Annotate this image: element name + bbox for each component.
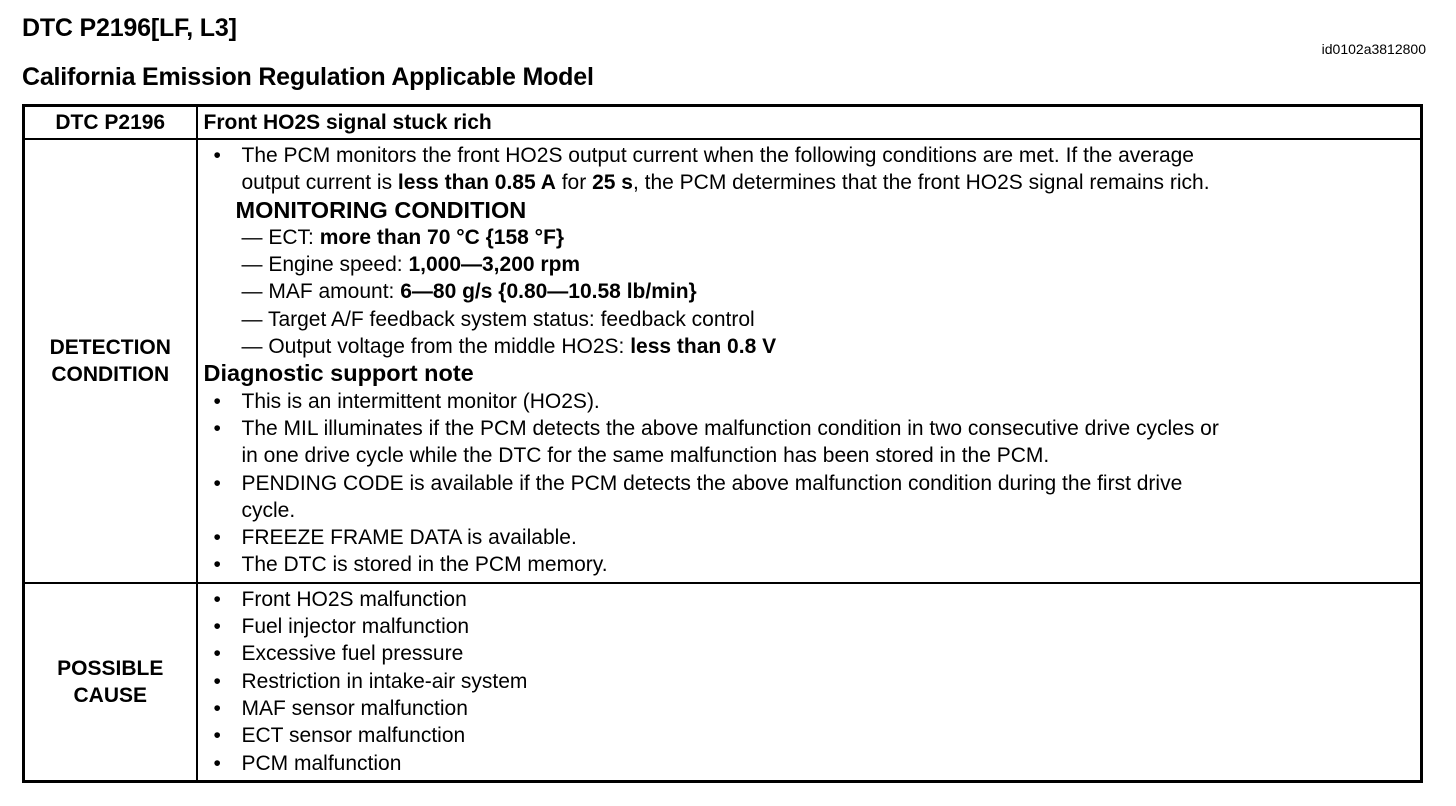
- condition-prefix: — Target A/F feedback system status: feedback control: [241, 307, 755, 331]
- support-note: [204, 388, 1415, 415]
- detection-condition-row: [24, 139, 1422, 583]
- monitoring-condition-heading: MONITORING CONDITION: [235, 196, 527, 223]
- detection-intro: [204, 142, 1415, 197]
- condition-item: [204, 224, 1415, 251]
- cause-item: • Restriction in intake-air system: [204, 668, 1415, 695]
- condition-prefix: — Engine speed:: [241, 253, 409, 277]
- condition-prefix: — MAF amount:: [241, 280, 401, 304]
- possible-cause-content: [197, 583, 1422, 782]
- note-line2: in one drive cycle while the DTC for the same malfunction has been stored in the PCM.: [241, 444, 1050, 468]
- cause-item: • Fuel injector malfunction: [204, 613, 1415, 640]
- possible-cause-row: [24, 583, 1422, 782]
- condition-value: less than 0.8 V: [630, 335, 777, 359]
- detection-label-line2: CONDITION: [51, 362, 170, 386]
- table-header-row: [24, 106, 1422, 140]
- condition-value: 1,000—3,200 rpm: [408, 253, 581, 277]
- document-title: DTC P2196[LF, L3]: [22, 14, 237, 42]
- intro-line2-prefix: output current is: [241, 171, 398, 195]
- condition-value: 6—80 g/s {0.80—10.58 lb/min}: [400, 280, 697, 304]
- cause-item: • PCM malfunction: [204, 750, 1415, 777]
- condition-prefix: — ECT:: [241, 225, 320, 249]
- intro-line2-suffix: , the PCM determines that the front HO2S signal remains rich.: [632, 171, 1210, 195]
- intro-line2-bold2: 25 s: [592, 171, 633, 195]
- dtc-description-cell: Front HO2S signal stuck rich: [197, 106, 1422, 140]
- detection-condition-content: [197, 139, 1422, 583]
- cause-item: • ECT sensor malfunction: [204, 722, 1415, 749]
- intro-line2-mid: for: [555, 171, 593, 195]
- note-line2: cycle.: [241, 498, 296, 522]
- intro-line2-bold1: less than 0.85 A: [397, 171, 556, 195]
- condition-item: [204, 251, 1415, 278]
- note-line1: • PENDING CODE is available if the PCM detects the above malfunction condition during the first drive: [241, 471, 1183, 495]
- cause-item: • Excessive fuel pressure: [204, 640, 1415, 667]
- note-line1: • This is an intermittent monitor (HO2S).: [241, 389, 600, 413]
- condition-item: [204, 333, 1415, 360]
- cause-item: • MAF sensor malfunction: [204, 695, 1415, 722]
- document-subtitle: California Emission Regulation Applicable Model: [22, 63, 594, 91]
- dtc-code-cell: DTC P2196: [24, 106, 197, 140]
- condition-item: [204, 278, 1415, 305]
- dtc-table: [22, 104, 1423, 783]
- intro-line1: • The PCM monitors the front HO2S output current when the following conditions are met. If the average: [241, 144, 1194, 167]
- detection-condition-label: [24, 139, 197, 583]
- support-note: [204, 524, 1415, 551]
- condition-item: [204, 306, 1415, 333]
- condition-prefix: — Output voltage from the middle HO2S:: [241, 335, 631, 359]
- note-line1: • FREEZE FRAME DATA is available.: [241, 526, 577, 550]
- intro-line2: [242, 169, 1415, 196]
- note-line1: • The DTC is stored in the PCM memory.: [241, 553, 608, 577]
- possible-cause-label-line1: POSSIBLE: [57, 656, 164, 680]
- possible-cause-label-line2: CAUSE: [73, 683, 147, 707]
- cause-item: • Front HO2S malfunction: [204, 586, 1415, 613]
- diagnostic-support-heading: Diagnostic support note: [203, 360, 474, 387]
- support-note: [204, 470, 1415, 525]
- support-note: [204, 415, 1415, 470]
- detection-label-line1: DETECTION: [49, 335, 171, 359]
- note-line1: • The MIL illuminates if the PCM detects the above malfunction condition in two consecutive drive cycles or: [241, 416, 1219, 440]
- support-note: [204, 551, 1415, 578]
- condition-value: more than 70 °C {158 °F}: [319, 225, 565, 249]
- possible-cause-label: [24, 583, 197, 782]
- document-id: id0102a3812800: [1321, 41, 1426, 57]
